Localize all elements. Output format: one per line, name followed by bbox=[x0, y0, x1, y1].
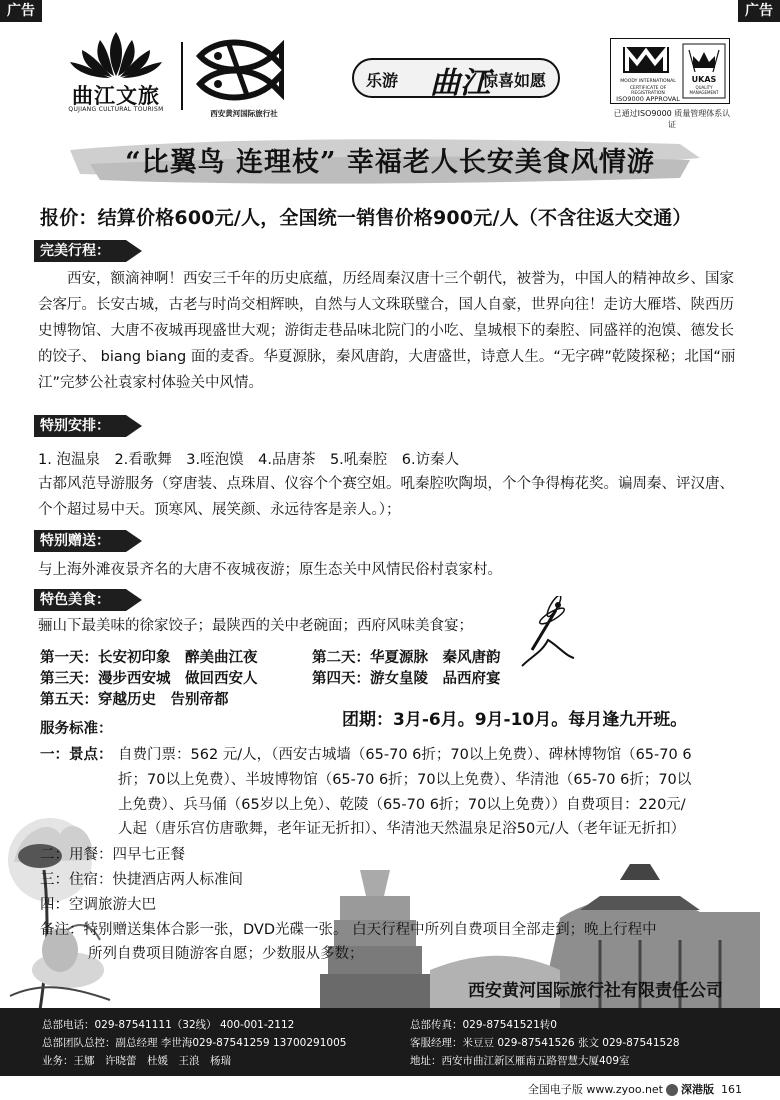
cert-registration-text: CERTIFICATE OF REGISTRATION bbox=[629, 86, 667, 96]
day-4: 第四天：游女皇陵 品西府宴 bbox=[312, 671, 501, 687]
ad-label-left: 广告 bbox=[0, 0, 42, 22]
service-standard-title: 服务标准： bbox=[40, 721, 113, 737]
meal-standard: 二：用餐：四早七正餐 bbox=[40, 847, 185, 863]
tour-period: 团期：3月-6月。9月-10月。每月逢九开班。 bbox=[342, 710, 688, 730]
gift-text: 与上海外滩夜景齐名的大唐不夜城夜游；原生态关中风情民俗村袁家村。 bbox=[38, 562, 502, 578]
fish-icon bbox=[194, 34, 284, 106]
dragonfly-icon bbox=[512, 596, 578, 670]
qujiang-brand-en: QUJIANG CULTURAL TOURISM bbox=[68, 106, 164, 113]
slogan-calligraphy: 曲江 bbox=[430, 66, 490, 101]
section-itinerary-label: 完美行程： bbox=[34, 240, 126, 262]
slogan-left: 乐游 bbox=[366, 71, 399, 90]
page-title: “比翼鸟 连理枝” 幸福老人长安美食风情游 bbox=[125, 147, 655, 178]
page-number: 161 bbox=[721, 1083, 742, 1096]
sales-staff: 业务：王娜 许晓蕾 杜媛 王浪 杨瑞 bbox=[42, 1055, 231, 1067]
hotel-standard: 三：住宿：快捷酒店两人标准间 bbox=[40, 872, 243, 888]
cert-ukas-text: UKAS bbox=[691, 75, 717, 84]
food-text: 骊山下最美味的徐家饺子；最陕西的关中老碗面；西府风味美食宴； bbox=[38, 618, 473, 634]
cert-iso-text: ISO9000 APPROVAL bbox=[616, 95, 680, 103]
huanghe-caption: 西安黄河国际旅行社 bbox=[210, 109, 278, 118]
note-line-1: 备注：特别赠送集体合影一张，DVD光碟一张。 白天行程中所列自费项目全部走到；晚上行程中 bbox=[40, 922, 657, 938]
cert-ukas-sub: QUALITY MANAGEMENT bbox=[689, 85, 719, 95]
huanghe-logo bbox=[194, 34, 284, 120]
scenic-line-4: 人起（唐乐宫仿唐歌舞，老年证无折扣）、华清池天然温泉足浴50元/人（老年证无折扣） bbox=[118, 821, 686, 837]
edition-text: 全国电子版 www.zyoo.net bbox=[527, 1083, 663, 1096]
scenic-line-3: 上免费）、兵马俑（65岁以上免）、乾陵（65-70 6折；70以上免费））自费项目：220元/ bbox=[118, 797, 686, 813]
special-guide-text: 古都风范导游服务（穿唐装、点珠眉、仪容个个赛空姐。吼秦腔吹陶埙，个个争得梅花奖。谝周秦、评汉唐、个个超过易中天。顶寒风、展笑颜、永远待客是亲人。）； bbox=[38, 476, 734, 518]
region-text: 深港版 bbox=[681, 1083, 714, 1096]
qujiang-logo bbox=[64, 30, 168, 120]
section-special-label: 特别安排： bbox=[34, 415, 126, 437]
itinerary-text: 西安，额滴神啊！西安三千年的历史底蕴，历经周秦汉唐十三个朝代，被誉为，中国人的精神故乡、国家会客厅。长安古城，古老与时尚交相辉映，自然与人文珠联璧合，国人自豪，世界向往！走访大雁塔、陕西历史博物馆、大唐不夜城再现盛世大观；游街走巷品味北院门的小吃、皇城根下的秦腔、同盛祥的泡馍、德发长的饺子、 biang biang 面的麦香。华夏源脉，秦风唐韵，大唐盛世，诗意人生。“无字碑”乾陵探秘；北国“丽江”完梦公社袁家村体验关中风情。 bbox=[38, 271, 736, 391]
note-line-2: 所列自费项目随游客自愿；少数服从多数； bbox=[88, 946, 364, 962]
slogan-badge bbox=[352, 58, 560, 101]
scenic-label: 一：景点： bbox=[40, 747, 113, 763]
section-gift-label: 特别赠送： bbox=[34, 530, 126, 552]
cert-moody-text: MOODY INTERNATIONAL bbox=[620, 79, 676, 84]
scenic-line-1: 自费门票：562 元/人，（西安古城墙（65-70 6折；70以上免费）、碑林博物馆（65-70 6 bbox=[118, 747, 692, 763]
logo-divider bbox=[181, 42, 183, 110]
day-3: 第三天：漫步西安城 做回西安人 bbox=[40, 671, 258, 687]
ad-label-right: 广告 bbox=[738, 0, 780, 22]
day-1: 第一天：长安初印象 醉美曲江夜 bbox=[40, 650, 258, 666]
price-line: 报价：结算价格600元/人，全国统一销售价格900元/人（不含往返大交通） bbox=[40, 207, 692, 229]
special-items: 1. 泡温泉 2.看歌舞 3.咥泡馍 4.品唐茶 5.吼秦腔 6.访秦人 bbox=[38, 452, 460, 468]
day-5: 第五天：穿越历史 告别帝都 bbox=[40, 692, 229, 708]
team-manager: 总部团队总控：副总经理 李世海029-87541259 13700291005 bbox=[42, 1037, 347, 1049]
hq-phone: 总部电话：029-87541111（32线） 400-001-2112 bbox=[42, 1019, 295, 1031]
bus-standard: 四：空调旅游大巴 bbox=[40, 897, 156, 913]
scenic-line-2: 折；70以上免费）、半坡博物馆（65-70 6折；70以上免费）、华清池（65-70 6折；70以 bbox=[118, 772, 692, 788]
service-manager: 客服经理：米豆豆 029-87541526 张文 029-87541528 bbox=[410, 1037, 680, 1049]
moody-logo-icon bbox=[617, 45, 675, 79]
section-food-label: 特色美食： bbox=[34, 589, 126, 611]
edition-badge-icon bbox=[666, 1084, 678, 1096]
slogan-right: 惊喜如愿 bbox=[482, 71, 547, 90]
contact-footer bbox=[0, 1008, 780, 1076]
page-info bbox=[528, 1081, 742, 1097]
qujiang-brand-name: 曲江文旅 bbox=[72, 84, 160, 108]
address: 地址：西安市曲江新区雁南五路智慧大厦409室 bbox=[410, 1055, 630, 1067]
day-2: 第二天：华夏源脉 秦风唐韵 bbox=[312, 650, 501, 666]
cert-note: 已通过ISO9000 质量管理体系认证 bbox=[613, 109, 731, 129]
company-name: 西安黄河国际旅行社有限责任公司 bbox=[468, 981, 723, 1001]
hq-fax: 总部传真：029-87541521转0 bbox=[410, 1019, 557, 1031]
lotus-icon bbox=[64, 30, 168, 82]
certification-badge bbox=[610, 38, 730, 104]
